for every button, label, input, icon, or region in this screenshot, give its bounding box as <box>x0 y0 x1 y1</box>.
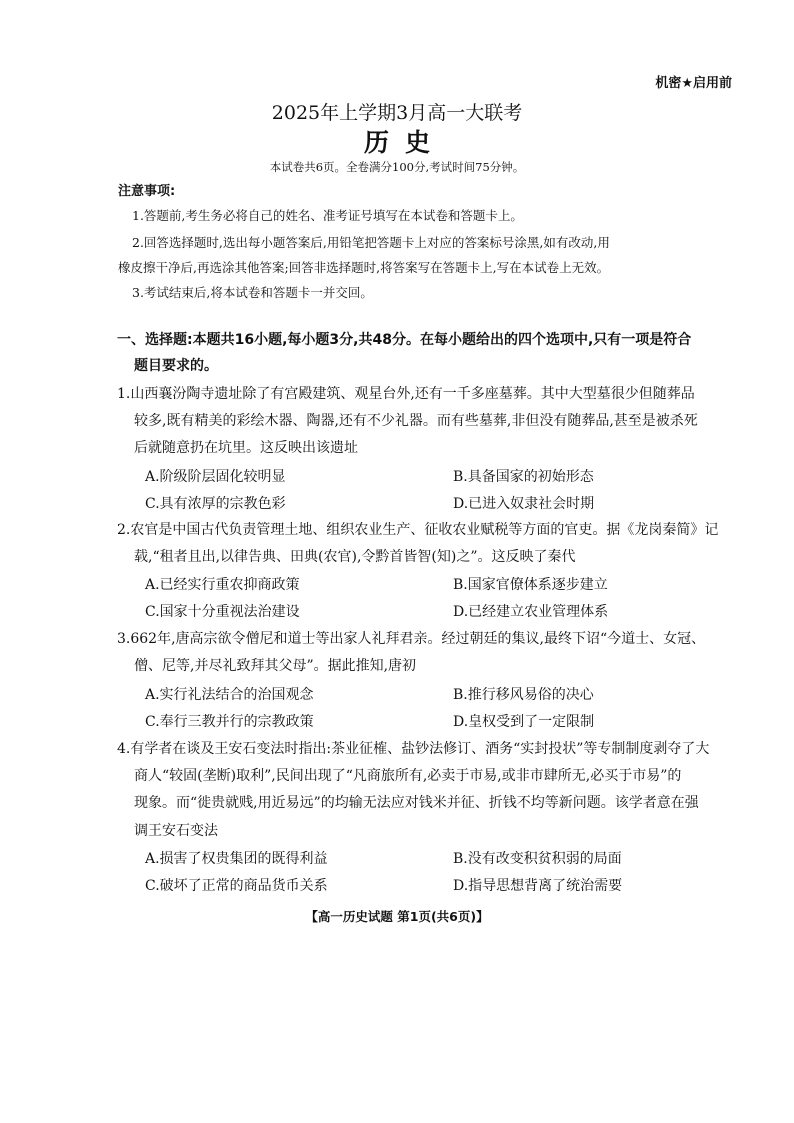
question-2-option-a: A.已经实行重农抑商政策 <box>145 577 300 593</box>
exam-title: 2025年上学期3月高一大联考 <box>271 102 523 124</box>
question-1-text: 1.山西襄汾陶寺遗址除了有宫殿建筑、观星台外,还有一千多座墓葬。其中大型墓很少但随葬品 <box>117 386 695 402</box>
question-1-option-b: B.具备国家的初始形态 <box>453 469 594 485</box>
question-4-option-d: D.指导思想背离了统治需要 <box>453 878 623 894</box>
question-1-option-c: C.具有浓厚的宗教色彩 <box>145 496 286 512</box>
question-1-text: 后就随意扔在坑里。这反映出该遗址 <box>134 440 358 456</box>
page-footer: 【高一历史试题 第1页(共6页)】 <box>305 909 489 924</box>
notice-item: 1.答题前,考生务必将自己的姓名、准考证号填写在本试卷和答题卡上。 <box>132 208 523 223</box>
question-1-text: 较多,既有精美的彩绘木器、陶器,还有不少礼器。而有些墓葬,非但没有随葬品,甚至是被杀死 <box>134 413 698 429</box>
question-4-text: 4.有学者在谈及王安石变法时指出:茶业征榷、盐钞法修订、酒务“实封投状”等专制制度剥夺了大 <box>117 741 710 757</box>
question-1-option-a: A.阶级阶层固化较明显 <box>145 469 286 485</box>
notice-heading: 注意事项: <box>118 184 176 199</box>
question-2-option-c: C.国家十分重视法治建设 <box>145 604 300 620</box>
question-1-option-d: D.已进入奴隶社会时期 <box>453 496 595 512</box>
question-2-text: 载,“租者且出,以律告典、田典(农官),令黔首皆智(知)之”。这反映了秦代 <box>134 549 576 565</box>
question-2-text: 2.农官是中国古代负责管理土地、组织农业生产、征收农业赋税等方面的官吏。据《龙岗秦简》记 <box>117 522 719 538</box>
question-4-text: 现象。而“徙贵就贱,用近易远”的均输无法应对钱米并征、折钱不均等新问题。该学者意在强 <box>134 795 699 811</box>
notice-item: 3.考试结束后,将本试卷和答题卡一并交回。 <box>132 285 373 300</box>
question-4-option-b: B.没有改变积贫积弱的局面 <box>453 851 622 867</box>
secret-label: 机密★启用前 <box>655 76 732 91</box>
question-3-option-a: A.实行礼法结合的治国观念 <box>145 687 314 703</box>
exam-info: 本试卷共6页。全卷满分100分,考试时间75分钟。 <box>269 160 525 174</box>
question-3-text: 3.662年,唐高宗欲令僧尼和道士等出家人礼拜君亲。经过朝廷的集议,最终下诏“今道士、女冠、 <box>117 631 706 647</box>
question-4-option-a: A.损害了权贵集团的既得利益 <box>145 851 328 867</box>
question-3-option-b: B.推行移风易俗的决心 <box>453 687 594 703</box>
question-4-text: 商人“较固(垄断)取利”,民间出现了“凡商旅所有,必卖于市易,或非市肆所无,必买于市易”的 <box>134 768 682 784</box>
question-3-text: 僧、尼等,并尽礼致拜其父母”。据此推知,唐初 <box>134 658 417 674</box>
question-4-option-c: C.破坏了正常的商品货币关系 <box>145 878 328 894</box>
notice-item: 2.回答选择题时,选出每小题答案后,用铅笔把答题卡上对应的答案标号涂黑,如有改动,用 <box>132 235 610 250</box>
subject-title: 历史 <box>363 128 446 157</box>
question-4-text: 调王安石变法 <box>134 823 218 839</box>
question-3-option-d: D.皇权受到了一定限制 <box>453 714 595 730</box>
notice-item: 橡皮擦干净后,再选涂其他答案;回答非选择题时,将答案写在答题卡上,写在本试卷上无效。 <box>118 260 610 275</box>
question-3-option-c: C.奉行三教并行的宗教政策 <box>145 714 314 730</box>
question-2-option-b: B.国家官僚体系逐步建立 <box>453 577 608 593</box>
section-heading: 题目要求的。 <box>134 358 218 374</box>
section-heading: 一、选择题:本题共16小题,每小题3分,共48分。在每小题给出的四个选项中,只有一项是符合 <box>117 332 692 348</box>
question-2-option-d: D.已经建立农业管理体系 <box>453 604 609 620</box>
